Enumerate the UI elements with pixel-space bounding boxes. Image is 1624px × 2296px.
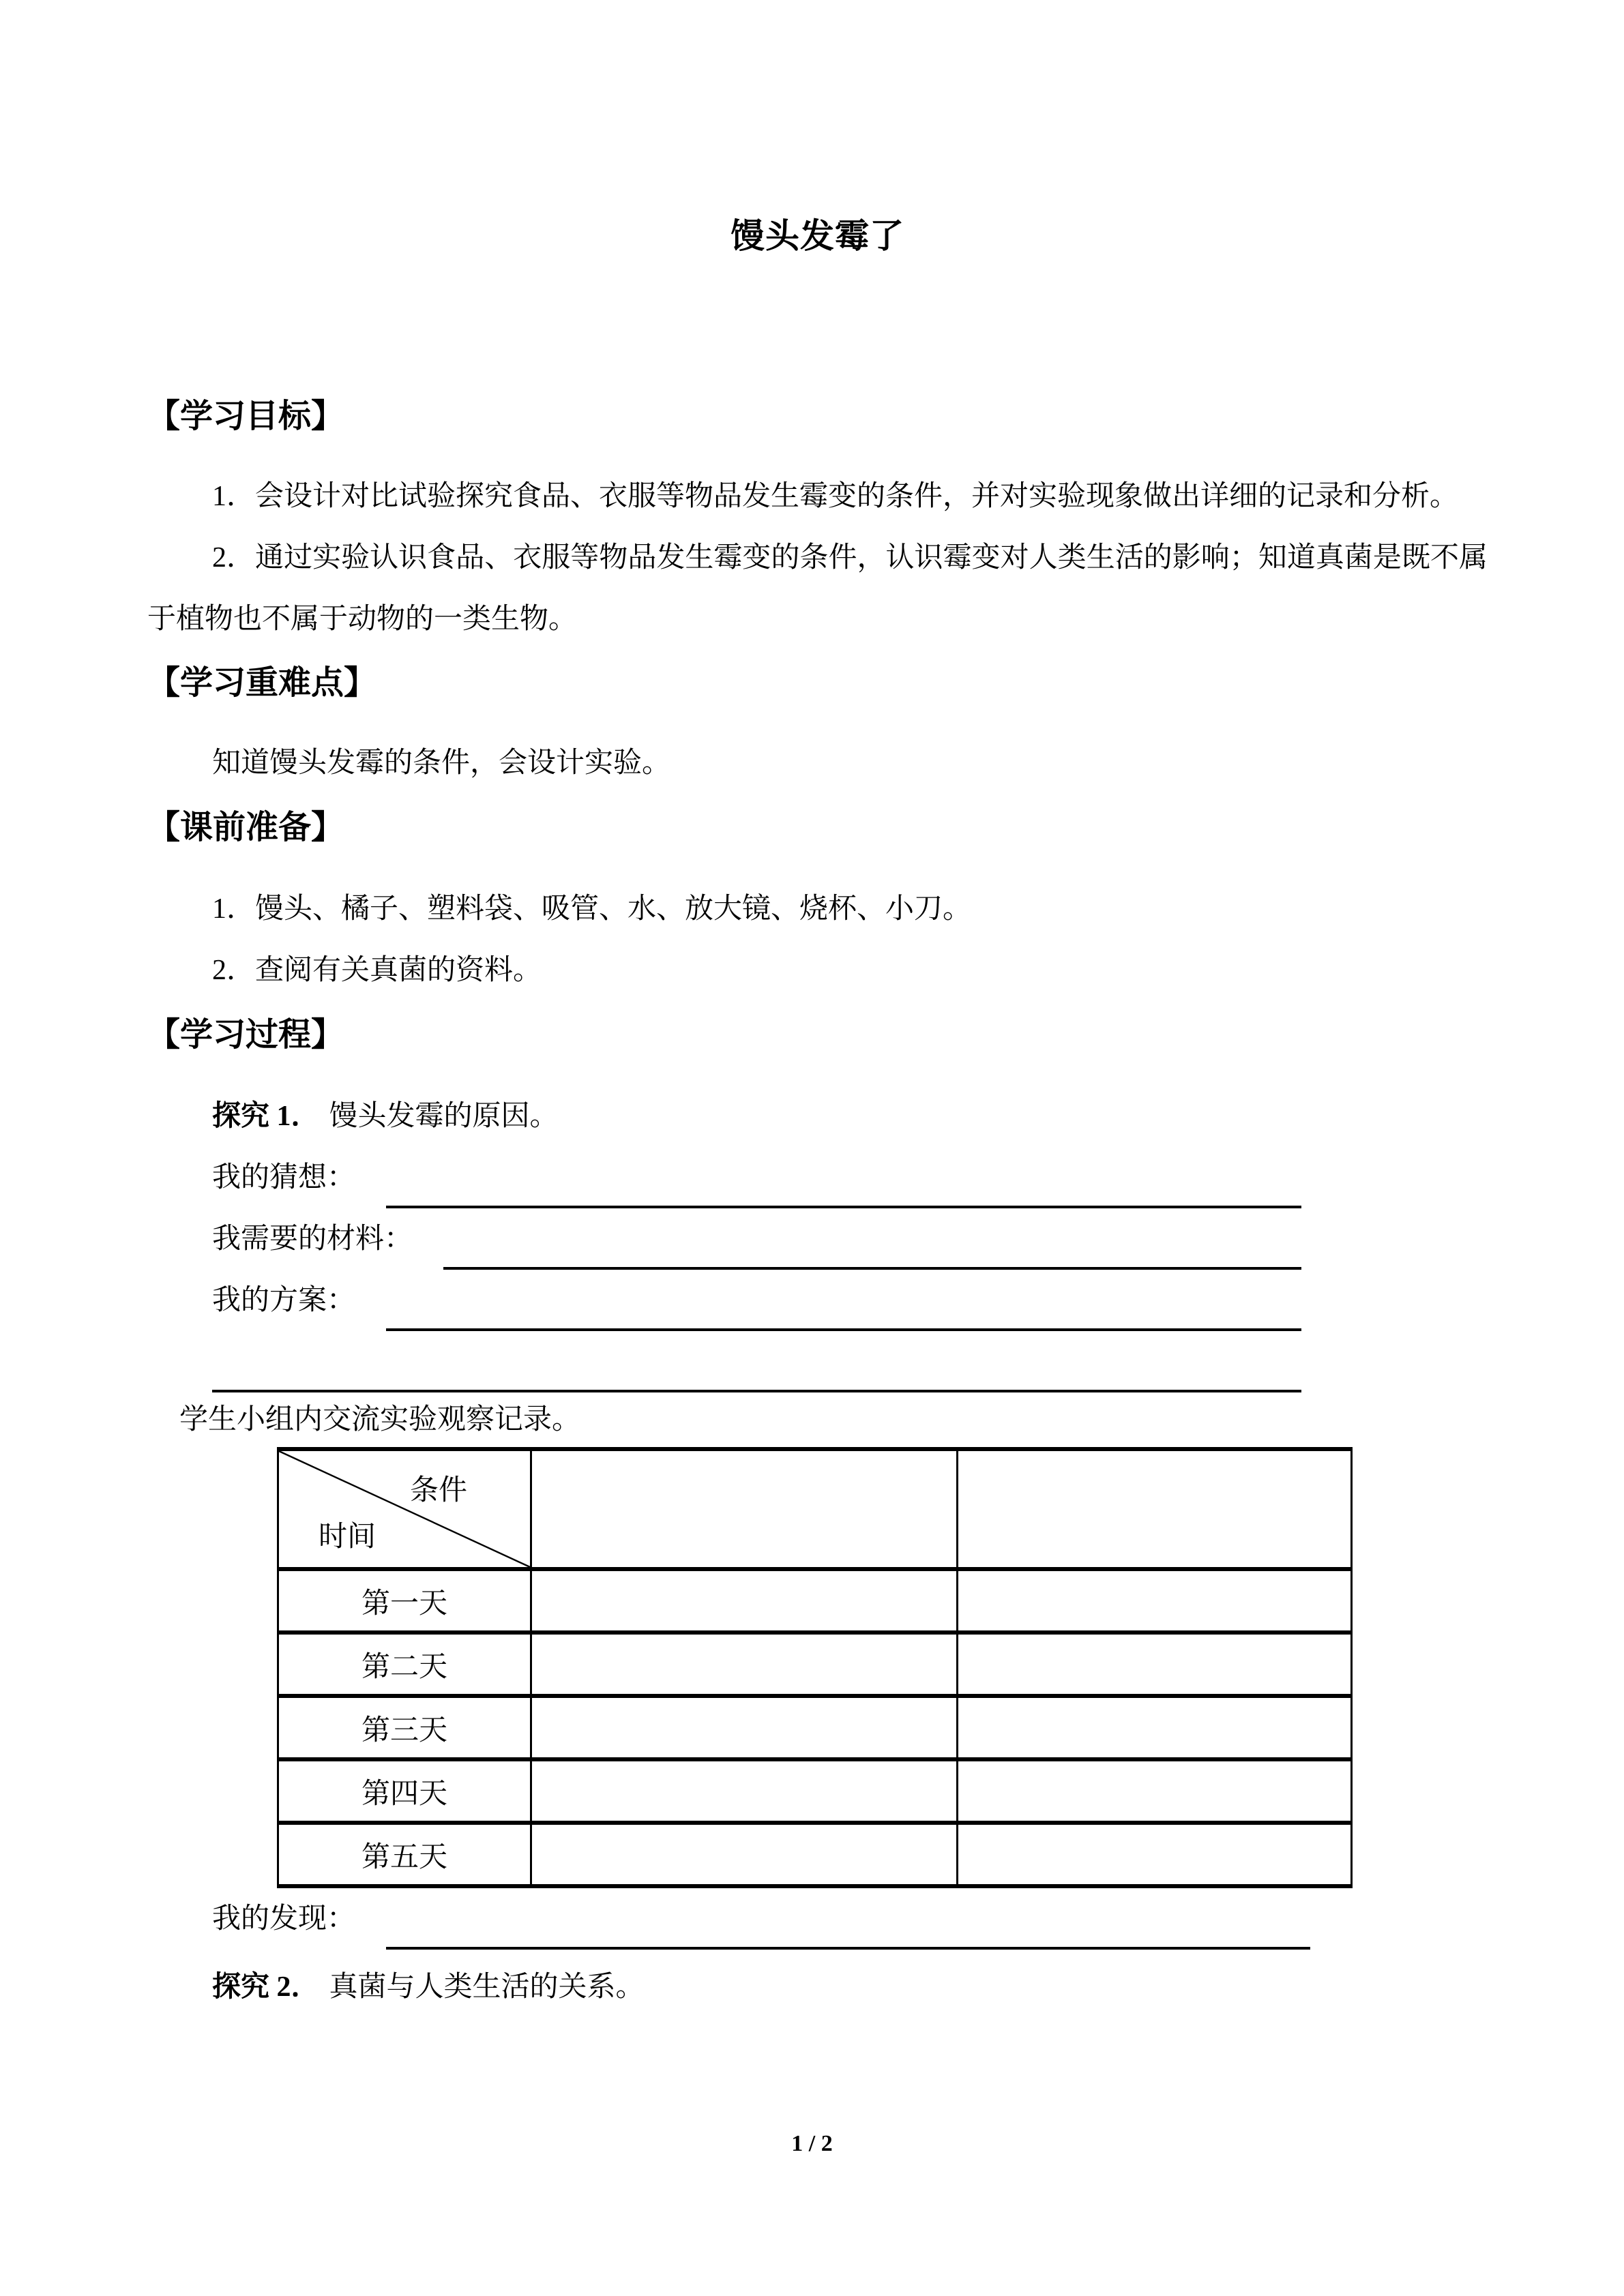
- day-label: 第四天: [278, 1759, 531, 1823]
- plan-fill-line[interactable]: [386, 1270, 1301, 1331]
- section-heading-learning-goals: 【学习目标】: [147, 398, 344, 434]
- materials-label: 我需要的材料：: [212, 1223, 413, 1255]
- guess-label: 我的猜想：: [212, 1162, 356, 1193]
- observation-table: [277, 1447, 1353, 1888]
- inquiry-2-line: [147, 1956, 1488, 2018]
- observation-cell[interactable]: [958, 1632, 1352, 1696]
- key-points-text: 知道馒头发霉的条件，会设计实验。: [212, 747, 671, 779]
- finding-label: 我的发现：: [212, 1903, 356, 1935]
- observation-cell[interactable]: [958, 1823, 1352, 1886]
- inquiry-1-label: 探究 1．: [212, 1101, 320, 1132]
- goal-item-2: 2．通过实验认识食品、衣服等物品发生霉变的条件，认识霉变对人类生活的影响；知道真菌是既不属于植物也不属于动物的一类生物。: [147, 542, 1488, 635]
- observation-cell[interactable]: [531, 1823, 958, 1886]
- goal-item-1: 1．会设计对比试验探究食品、衣服等物品发生霉变的条件，并对实验现象做出详细的记录和分析。: [212, 481, 1459, 512]
- table-row-day1: [278, 1569, 1352, 1632]
- blank-row-materials: [212, 1208, 1301, 1270]
- day-label: 第三天: [278, 1696, 531, 1759]
- plan-label: 我的方案：: [212, 1285, 356, 1316]
- blank-row-guess: [212, 1147, 1301, 1208]
- table-row-day2: [278, 1632, 1352, 1696]
- observation-cell[interactable]: [958, 1759, 1352, 1823]
- observation-cell[interactable]: [958, 1569, 1352, 1632]
- observation-cell[interactable]: [531, 1569, 958, 1632]
- finding-fill-line[interactable]: [386, 1888, 1310, 1950]
- inquiry-2-label: 探究 2．: [212, 1971, 320, 2003]
- guess-fill-line[interactable]: [386, 1147, 1301, 1208]
- table-row-day4: [278, 1759, 1352, 1823]
- observation-cell[interactable]: [531, 1696, 958, 1759]
- condition-header-cell-1[interactable]: [531, 1449, 958, 1569]
- day-label: 第五天: [278, 1823, 531, 1886]
- page-number: 1 / 2: [791, 2131, 833, 2156]
- group-note: 学生小组内交流实验观察记录。: [179, 1404, 581, 1435]
- day-label: 第一天: [278, 1569, 531, 1632]
- day-label: 第二天: [278, 1632, 531, 1696]
- table-row-day3: [278, 1696, 1352, 1759]
- blank-row-plan-continuation: [212, 1331, 1301, 1392]
- diagonal-divider: [279, 1451, 530, 1567]
- corner-label-time: 时间: [319, 1521, 377, 1553]
- inquiry-1-text: 馒头发霉的原因。: [329, 1101, 559, 1132]
- observation-cell[interactable]: [531, 1759, 958, 1823]
- table-header-row: [278, 1449, 1352, 1569]
- section-heading-key-points: 【学习重难点】: [147, 665, 377, 701]
- inquiry-2-text: 真菌与人类生活的关系。: [329, 1971, 645, 2003]
- materials-fill-line[interactable]: [443, 1208, 1301, 1270]
- inquiry-1-line: [147, 1086, 1488, 1147]
- observation-cell[interactable]: [958, 1696, 1352, 1759]
- blank-row-finding: [212, 1888, 1310, 1950]
- observation-cell[interactable]: [531, 1632, 958, 1696]
- preparation-item-2: 2．查阅有关真菌的资料。: [212, 955, 542, 986]
- table-row-day5: [278, 1823, 1352, 1886]
- preparation-item-1: 1．馒头、橘子、塑料袋、吸管、水、放大镜、烧杯、小刀。: [212, 893, 972, 925]
- corner-label-condition: 条件: [410, 1475, 468, 1506]
- condition-header-cell-2[interactable]: [958, 1449, 1352, 1569]
- blank-row-plan: [212, 1270, 1301, 1331]
- table-corner-cell: [278, 1449, 531, 1569]
- plan-continuation-fill-line[interactable]: [212, 1331, 1301, 1392]
- section-heading-learning-process: 【学习过程】: [147, 1017, 344, 1053]
- section-heading-preparation: 【课前准备】: [147, 809, 344, 846]
- page-title: 馒头发霉了: [730, 217, 904, 255]
